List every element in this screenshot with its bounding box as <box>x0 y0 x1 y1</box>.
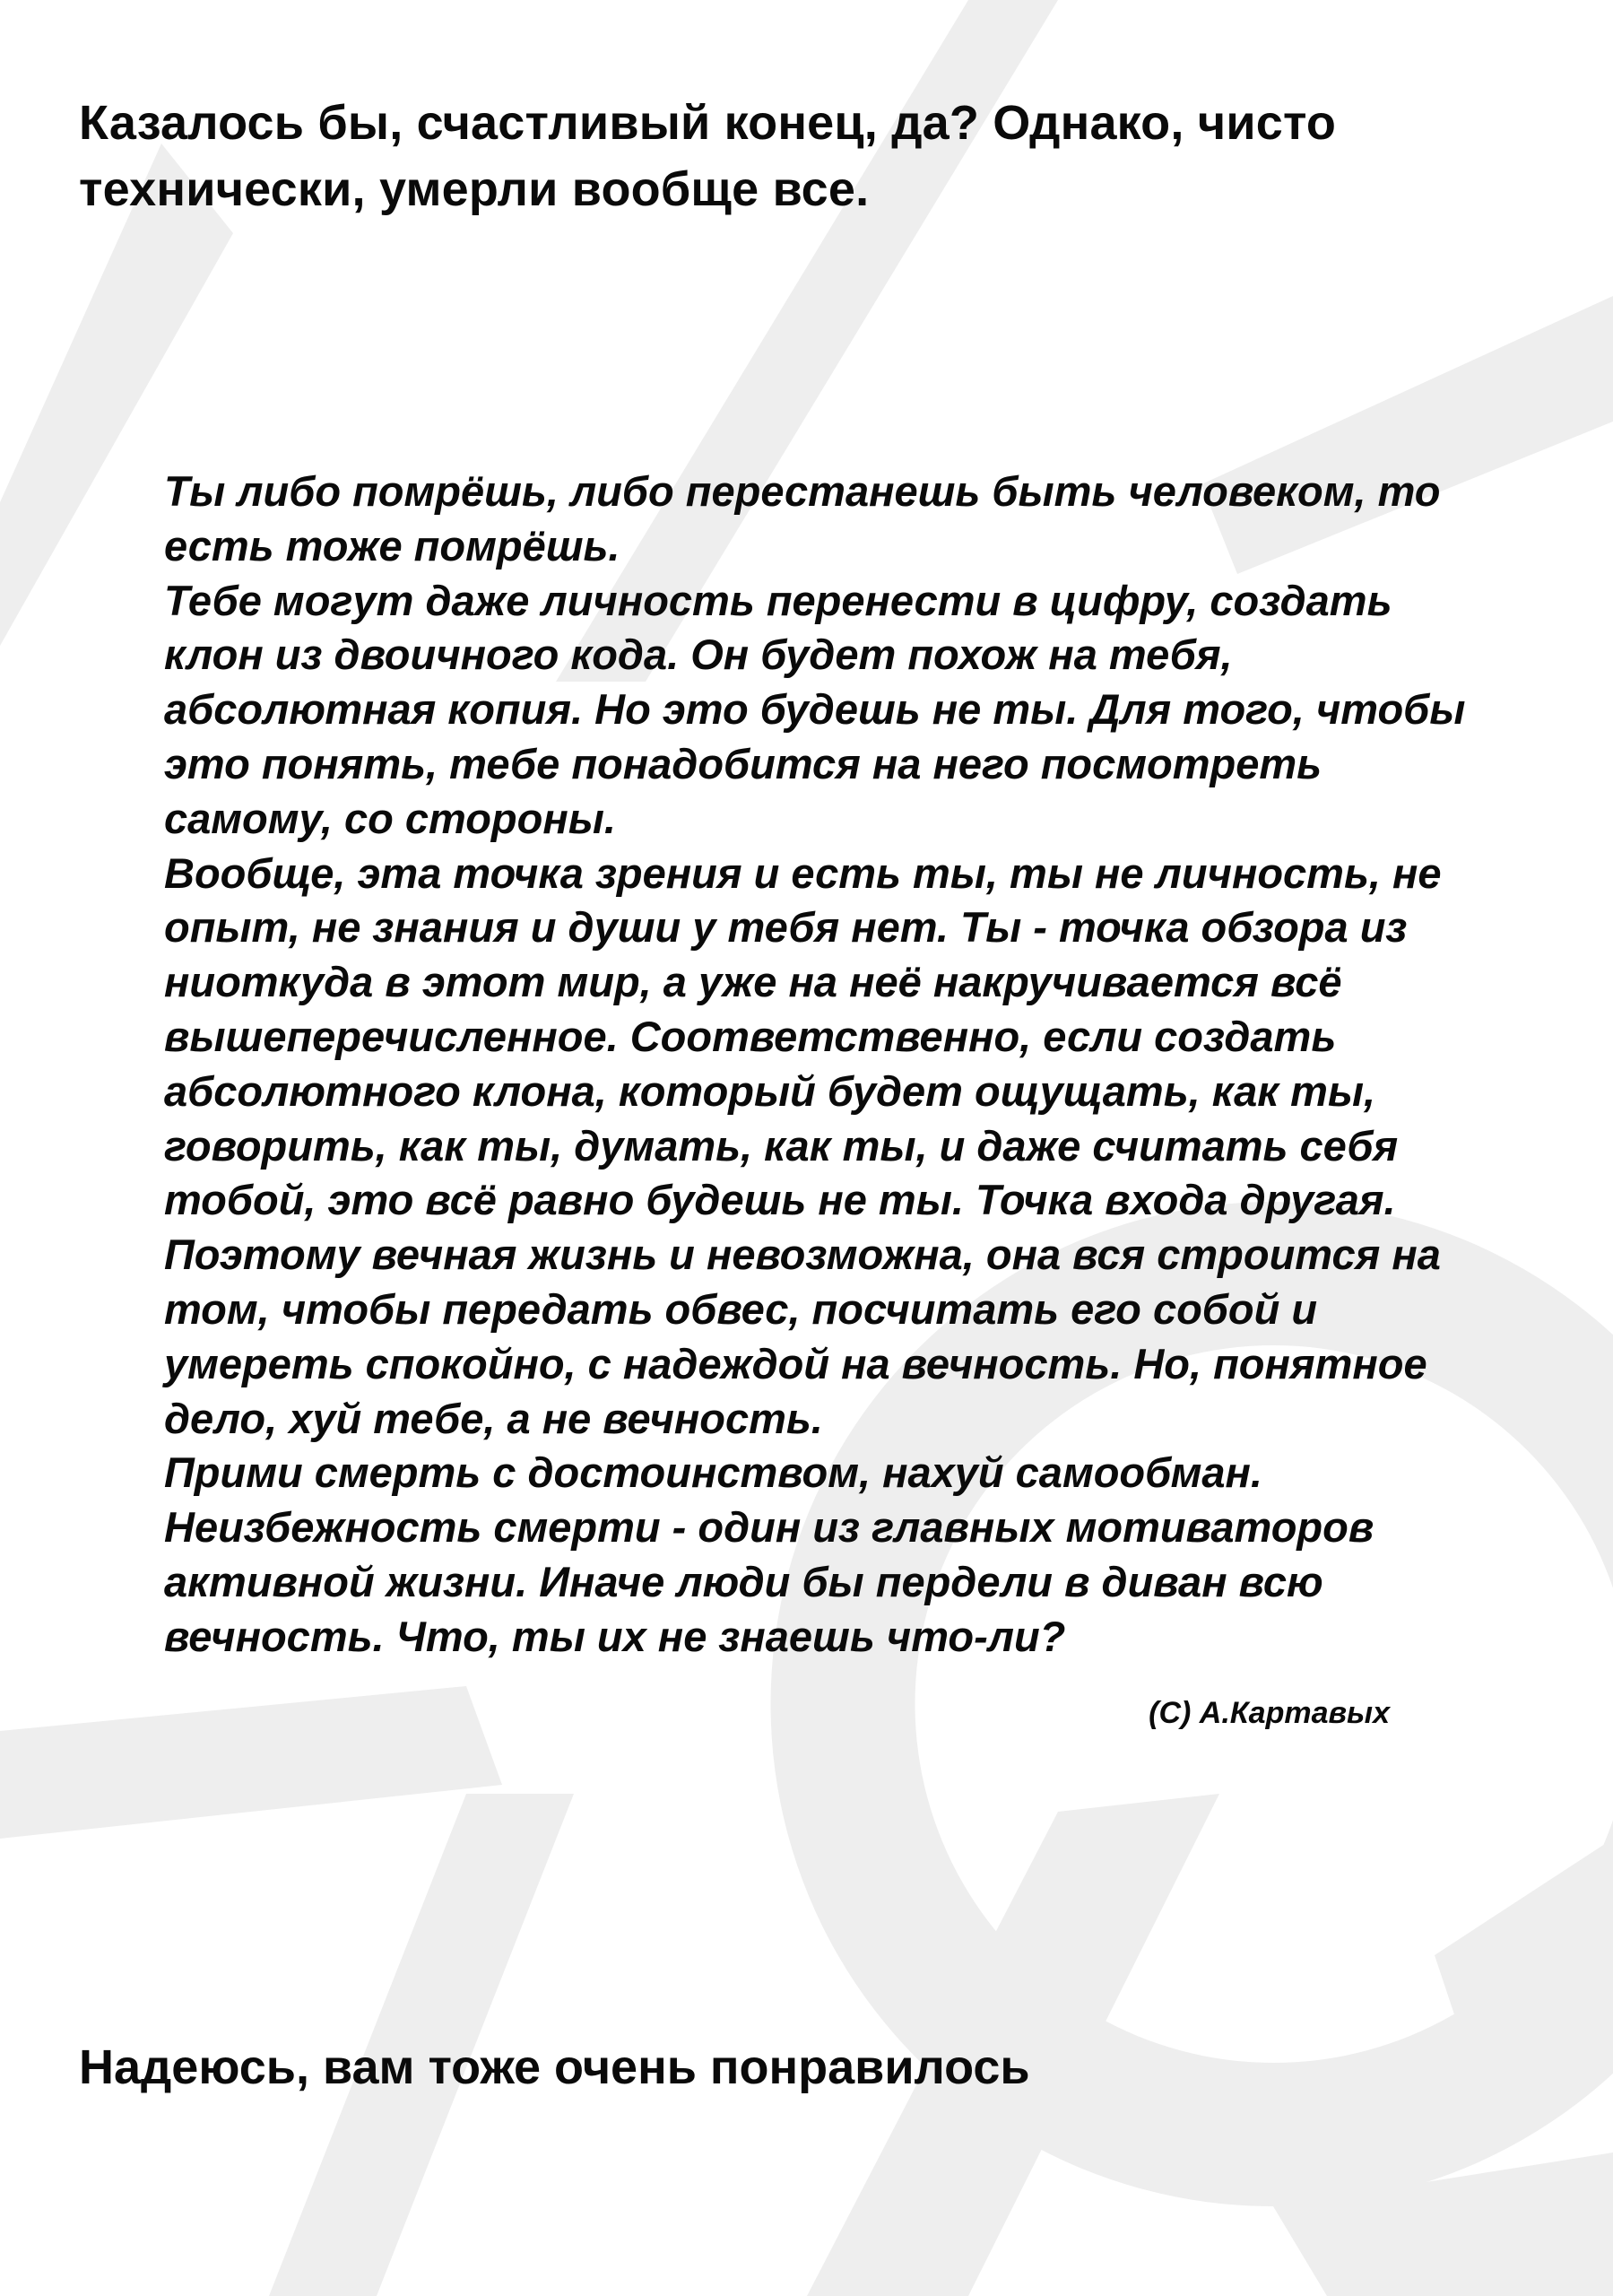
intro-line-1: Казалось бы, счастливый конец, да? Однако, чисто <box>79 96 1337 150</box>
quote-paragraph: Неизбежность смерти - один из главных мотиваторов активной жизни. Иначе люди бы пердели в диван всю вечность. Что, ты их не знаешь что-ли? <box>164 1503 1375 1660</box>
intro-heading <box>79 90 1478 222</box>
quote-paragraph: Поэтому вечная жизнь и невозможна, она вся строится на том, чтобы передать обвес, посчитать его собой и умереть спокойно, с надеждой на вечность. Но, понятное дело, хуй тебе, а не вечность. <box>164 1231 1441 1442</box>
quote-block <box>164 465 1473 1665</box>
outro-heading: Надеюсь, вам тоже очень понравилось <box>79 2040 1030 2094</box>
quote-paragraph: Вообще, эта точка зрения и есть ты, ты не личность, не опыт, не знания и души у тебя нет. Ты - точка обзора из ниоткуда в этот мир, а уже на неё накручивается всё вышеперечисленное. Соответственно, если создать абсолютного клона, который будет ощущать, как ты, говорить, как ты, думать, как ты, и даже считать себя тобой, это всё равно будешь не ты. Точка входа другая. <box>164 848 1442 1224</box>
quote-paragraph: Прими смерть с достоинством, нахуй самообман. <box>164 1448 1262 1497</box>
quote-paragraph: Тебе могут даже личность перенести в цифру, создать клон из двоичного кода. Он будет похож на тебя, абсолютная копия. Но это будешь не ты. Для того, чтобы это понять, тебе понадобится на него посмотреть самому, со стороны. <box>164 576 1466 842</box>
quote-paragraph: Ты либо помрёшь, либо перестанешь быть человеком, то есть тоже помрёшь. <box>164 467 1441 570</box>
pattern-band-4 <box>0 1686 502 1839</box>
intro-line-2: технически, умерли вообще все. <box>79 162 870 216</box>
quote-attribution: (С) А.Картавых <box>1149 1696 1390 1730</box>
